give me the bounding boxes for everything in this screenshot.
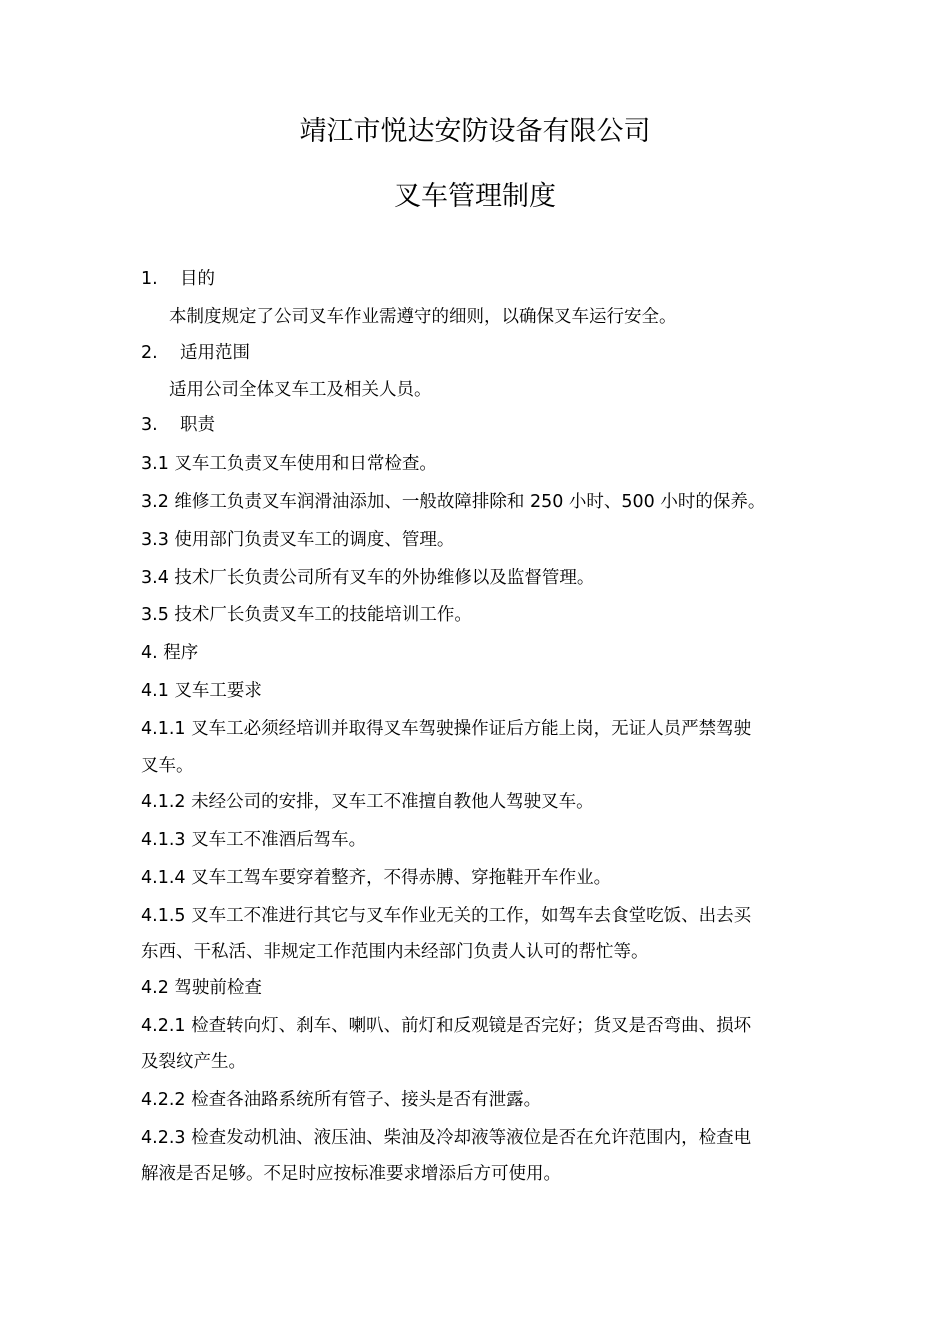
section-title: 适用范围: [180, 343, 250, 363]
paragraph-line: 3.4 技术厂长负责公司所有叉车的外协维修以及监督管理。: [141, 568, 595, 588]
section-title: 目的: [180, 269, 215, 289]
paragraph-line: 叉车。: [141, 756, 194, 776]
paragraph-line: 本制度规定了公司叉车作业需遵守的细则，以确保叉车运行安全。: [169, 307, 677, 327]
paragraph-line: 3.1 叉车工负责叉车使用和日常检查。: [141, 454, 437, 474]
section-number: 3.: [141, 415, 158, 435]
paragraph-line: 3.3 使用部门负责叉车工的调度、管理。: [141, 530, 455, 550]
section-heading-scope: [141, 340, 250, 366]
subsection-heading: 4.1 叉车工要求: [141, 681, 262, 701]
paragraph-line: 4.1.2 未经公司的安排，叉车工不准擅自教他人驾驶叉车。: [141, 792, 594, 812]
paragraph-line: 4.2.1 检查转向灯、刹车、喇叭、前灯和反观镜是否完好；货叉是否弯曲、损坏: [141, 1016, 752, 1036]
company-name: 靖江市悦达安防设备有限公司: [299, 116, 651, 147]
paragraph-line: 3.2 维修工负责叉车润滑油添加、一般故障排除和 250 小时、500 小时的保养。: [141, 492, 766, 512]
paragraph-line: 4.1.1 叉车工必须经培训并取得叉车驾驶操作证后方能上岗，无证人员严禁驾驶: [141, 719, 752, 739]
paragraph-line: 3.5 技术厂长负责叉车工的技能培训工作。: [141, 605, 472, 625]
section-number: 1.: [141, 269, 158, 289]
paragraph-line: 东西、干私活、非规定工作范围内未经部门负责人认可的帮忙等。: [141, 942, 649, 962]
section-heading-procedure: 4. 程序: [141, 643, 199, 663]
section-heading-purpose: [141, 266, 215, 292]
section-number: 2.: [141, 343, 158, 363]
paragraph-line: 4.1.3 叉车工不准酒后驾车。: [141, 830, 367, 850]
paragraph-line: 适用公司全体叉车工及相关人员。: [169, 380, 432, 400]
paragraph-line: 4.2.2 检查各油路系统所有管子、接头是否有泄露。: [141, 1090, 542, 1110]
paragraph-line: 4.1.4 叉车工驾车要穿着整齐，不得赤膊、穿拖鞋开车作业。: [141, 868, 612, 888]
paragraph-line: 4.2.3 检查发动机油、液压油、柴油及冷却液等液位是否在允许范围内，检查电: [141, 1128, 752, 1148]
document-title: 叉车管理制度: [394, 181, 556, 212]
section-title: 职责: [180, 415, 215, 435]
section-heading-duties: [141, 412, 215, 438]
paragraph-line: 4.1.5 叉车工不准进行其它与叉车作业无关的工作，如驾车去食堂吃饭、出去买: [141, 906, 752, 926]
paragraph-line: 及裂纹产生。: [141, 1052, 246, 1072]
subsection-heading: 4.2 驾驶前检查: [141, 978, 262, 998]
paragraph-line: 解液是否足够。不足时应按标准要求增添后方可使用。: [141, 1164, 561, 1184]
